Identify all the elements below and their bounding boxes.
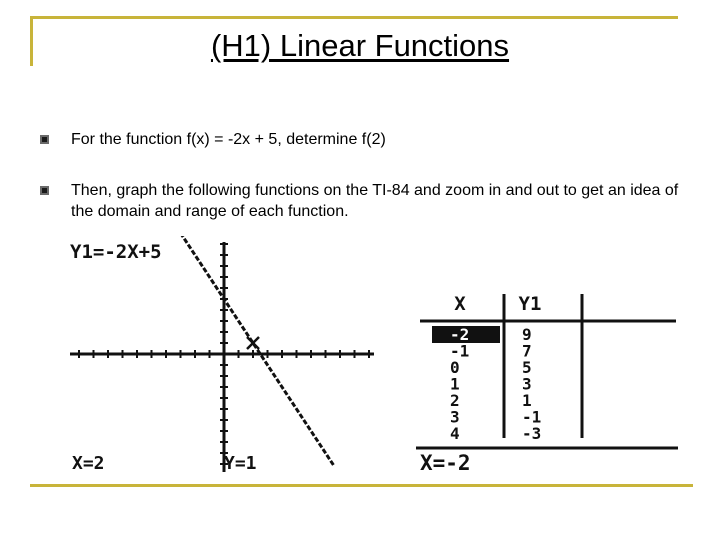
- function-line: [157, 236, 334, 466]
- table-cell-x: 2: [450, 391, 460, 410]
- table-cell-y: 9: [522, 325, 532, 344]
- square-bullet-icon: [40, 135, 49, 144]
- table-cell-x: -2: [450, 325, 470, 344]
- col-y-header: Y1: [518, 293, 542, 315]
- calculator-table-screen: [414, 288, 680, 476]
- table-cell-x: 4: [450, 424, 460, 443]
- bullet-text-2: Then, graph the following functions on the TI-84 and zoom in and out to get an idea of the domain and range of each function.: [71, 182, 679, 220]
- bullet-text-1: For the function f(x) = -2x + 5, determine f(2): [71, 131, 386, 148]
- x-readout: X=2: [72, 453, 105, 474]
- y-readout: Y=1: [224, 453, 257, 474]
- table-cell-y: 7: [522, 341, 532, 361]
- frame-top-rule: [30, 16, 678, 19]
- table-cell-x: 1: [450, 374, 460, 394]
- table-cell-y: -3: [522, 424, 542, 443]
- frame-bottom-rule: [30, 484, 693, 487]
- table-cell-y: 3: [522, 374, 532, 394]
- calculator-graph-screen: [66, 236, 378, 476]
- table-cell-y: -1: [522, 407, 542, 427]
- table-cell-x: -1: [450, 341, 470, 361]
- square-bullet-icon: [40, 186, 49, 195]
- table-cell-y: 1: [522, 391, 532, 410]
- table-cell-x: 3: [450, 407, 460, 427]
- trace-cursor: [247, 337, 259, 349]
- table-cell-y: 5: [522, 358, 532, 377]
- table-footer: X=-2: [420, 451, 471, 475]
- table-cell-x: 0: [450, 358, 460, 377]
- col-x-header: X: [454, 293, 466, 315]
- equation-label: Y1=-2X+5: [70, 241, 162, 263]
- slide-title: (H1) Linear Functions: [210, 28, 510, 63]
